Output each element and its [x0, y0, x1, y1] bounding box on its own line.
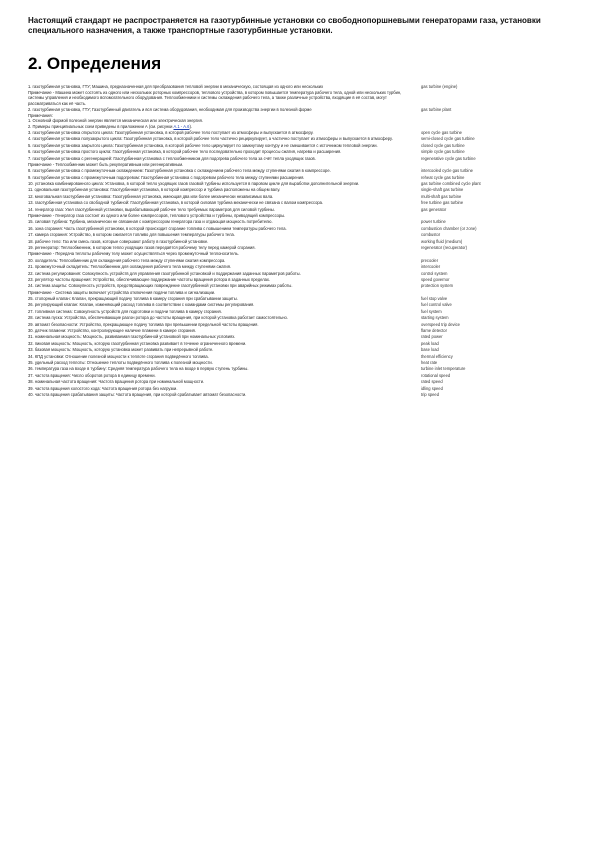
english-term: intercooled cycle gas turbine: [421, 168, 473, 174]
english-term: open cycle gas turbine: [421, 129, 462, 135]
definition-line: Примечание - Передача теплоты рабочему телу может осуществляться через промежуточный теплоноситель.: [28, 251, 239, 257]
definition-row: [28, 200, 573, 205]
definition-text: [28, 207, 421, 212]
definition-row: [28, 136, 573, 141]
definition-line: 9. газотурбинная установка с промежуточным подогревом: Газотурбинная установка с подогревом рабочего тела между ступенями расширения.: [28, 174, 305, 180]
definition-row: [28, 156, 573, 161]
english-term: fuel control valve: [421, 302, 452, 308]
definition-row: [28, 392, 573, 397]
english-term: intercooler: [421, 264, 441, 270]
definition-row: [28, 379, 573, 384]
definition-text: [28, 302, 421, 307]
definition-row: [28, 283, 573, 288]
definition-line: 28. система пуска: Устройства, обеспечивающие разгон ротора до частоты вращения, при которой установка работает самостоятельно.: [28, 315, 288, 321]
definition-text: [28, 315, 421, 320]
definition-text: [28, 156, 421, 161]
definition-text: [28, 245, 421, 250]
definition-line: 1. газотурбинная установка, ГТУ; Машина, предназначенная для преобразования тепловой энергии в механическую, состоящая из одного или нескольких: [28, 84, 324, 89]
definition-text: [28, 162, 421, 167]
definition-text: [28, 168, 421, 173]
english-term: rated power: [421, 334, 443, 340]
definition-line: 11. одновальная газотурбинная установка: Газотурбинная установка, в которой компрессор и турбина расположены на общем валу.: [28, 187, 281, 193]
definition-text: [28, 264, 421, 269]
definition-text: [28, 277, 421, 282]
english-term: base load: [421, 347, 439, 353]
english-term: gas turbine plant: [421, 106, 452, 112]
definition-row: [28, 219, 573, 224]
english-term: closed cycle gas turbine: [421, 142, 465, 148]
definition-line: 22. система регулирования: Совокупность устройств для управления газотурбинной установкой и поддержания заданных параметров работы.: [28, 270, 301, 276]
english-term: overspeed trip device: [421, 321, 460, 327]
definition-row: [28, 309, 573, 314]
definition-text: [28, 181, 421, 186]
definition-text: [28, 113, 421, 128]
definitions-list: [28, 84, 573, 397]
english-term: gas turbine combined cycle plant: [421, 181, 481, 187]
definition-text: [28, 322, 421, 327]
english-term: turbine inlet temperature: [421, 366, 466, 372]
definition-text: [28, 347, 421, 352]
definition-line: 10. установка комбинированного цикла: Установка, в которой тепло уходящих газов газовой турбины используется в паровом цикле для выработки дополнительной энергии.: [28, 181, 360, 187]
definition-row: [28, 251, 573, 256]
definition-text: [28, 239, 421, 244]
english-term: control system: [421, 270, 448, 276]
definition-line: 3. газотурбинная установка открытого цикла: Газотурбинная установка, в которой рабочее тело поступает из атмосферы и выпускается в атмосферу.: [28, 129, 314, 135]
definition-text: [28, 200, 421, 205]
definition-line: 8. газотурбинная установка с промежуточным охлаждением: Газотурбинная установка с охлаждением рабочего тела между ступенями сжатия в компрессоре.: [28, 168, 331, 174]
definition-line: 4. газотурбинная установка полузакрытого цикла: Газотурбинная установка, в которой рабочее тело частично рециркулирует, а частично поступает из атмосферы и выпускается в атмосферу.: [28, 136, 393, 142]
definition-line: 25. стопорный клапан: Клапан, прекращающий подачу топлива в камеру сгорания при срабатывании защиты.: [28, 296, 238, 302]
definition-text: [28, 187, 421, 192]
definition-text: [28, 219, 421, 224]
definition-text: [28, 136, 421, 141]
definition-text: [28, 379, 421, 384]
definition-text: [28, 271, 421, 276]
english-term: free turbine gas turbine: [421, 200, 464, 206]
definition-line: 14. генератор газа: Узел газотурбинной установки, вырабатывающий рабочее тело требуемых параметров для силовой турбины.: [28, 206, 275, 212]
definition-line: Примечание - Генератор газа состоит из одного или более компрессоров, теплового устройства и турбины, приводящей компрессоры.: [28, 213, 286, 219]
definition-row: [28, 113, 573, 128]
definition-text: [28, 290, 421, 295]
english-term: starting system: [421, 315, 449, 321]
definition-line: 37. частота вращения: Число оборотов ротора в единицу времени.: [28, 372, 156, 378]
definition-row: [28, 232, 573, 237]
definition-text: [28, 373, 421, 378]
definition-line: 1. Основной формой полезной энергии является механическая или электрическая энергия.: [28, 118, 203, 124]
definition-row: [28, 334, 573, 339]
definition-line: 29. автомат безопасности: Устройство, прекращающее подачу топлива при превышении предельной частоты вращения.: [28, 321, 259, 327]
english-term: combustion chamber (or zone): [421, 225, 477, 231]
definition-row: [28, 258, 573, 263]
definition-text: [28, 143, 421, 148]
definition-text: [28, 251, 421, 256]
definition-row: [28, 130, 573, 135]
definition-line: Примечание - Машина может состоять из одного или нескольких роторных компрессоров, теплового устройства, в котором повышается температура рабочего тела, одной или нескольких турбин, системы управления и необходимого вспомогательного оборудования. Теплообменники и системы охлаждения рабочего тела, а также различные устройства, входящие в её состав, могут рассматриваться как её часть.: [28, 90, 402, 106]
definition-row: [28, 341, 573, 346]
definition-text: [28, 107, 421, 112]
english-term: fuel stop valve: [421, 296, 448, 302]
english-term: regenerator (recuperator): [421, 244, 467, 250]
english-term: combustor: [421, 232, 441, 238]
definition-row: [28, 328, 573, 333]
definition-row: [28, 107, 573, 112]
definition-line: 17. камера сгорания: Устройство, в котором сжигается топливо для повышения температуры рабочего тела.: [28, 232, 235, 238]
definition-line: 38. номинальная частота вращения: Частота вращения ротора при номинальной мощности.: [28, 379, 205, 385]
definition-line: 26. регулирующий клапан: Клапан, изменяющий расход топлива в соответствии с командами системы регулирования.: [28, 302, 255, 308]
definition-row: [28, 168, 573, 173]
definition-text: [28, 392, 421, 397]
definition-row: [28, 290, 573, 295]
english-term: idling speed: [421, 385, 443, 391]
section-heading: 2. Определения: [28, 54, 162, 73]
definition-line: 16. зона сгорания: Часть газотурбинной установки, в которой происходит сгорание топлива с повышением температуры рабочего тела.: [28, 225, 287, 231]
english-term: gas turbine (engine): [421, 84, 458, 89]
definition-text: [28, 213, 421, 218]
english-term: power turbine: [421, 219, 446, 225]
english-term: multi-shaft gas turbine: [421, 193, 462, 199]
definition-row: [28, 354, 573, 359]
definition-text: [28, 309, 421, 314]
definition-text: [28, 84, 421, 89]
english-term: heat rate: [421, 360, 438, 365]
definition-text: [28, 386, 421, 391]
definition-row: [28, 296, 573, 301]
english-term: rotational speed: [421, 372, 451, 378]
definition-row: [28, 245, 573, 250]
english-term: trip speed: [421, 391, 439, 397]
definition-line: Примечания:: [28, 113, 53, 119]
definition-text: [28, 354, 421, 359]
definition-line: 19. регенератор: Теплообменник, в котором тепло уходящих газов передаётся рабочему телу перед камерой сгорания.: [28, 244, 256, 250]
definition-line: 15. силовая турбина: Турбина, механически не связанная с компрессором генератора газа и отдающая мощность потребителю.: [28, 219, 273, 225]
english-term: reheat cycle gas turbine: [421, 174, 465, 180]
definition-row: [28, 271, 573, 276]
definition-row: [28, 90, 573, 105]
definition-line: 6. газотурбинная установка простого цикла: Газотурбинная установка, в которой рабочее тело последовательно проходит процессы сжатия, нагрева и расширения.: [28, 149, 342, 155]
definition-line: 35. удельный расход теплоты: Отношение теплоты подведённого топлива к полезной мощности.: [28, 360, 213, 365]
definition-row: [28, 143, 573, 148]
definition-row: [28, 239, 573, 244]
definition-row: [28, 322, 573, 327]
definition-text: [28, 149, 421, 154]
definition-line: 24. система защиты: Совокупность устройств, предотвращающих повреждение газотурбинной установки при аварийных режимах работы.: [28, 283, 293, 289]
english-term: semi-closed cycle gas turbine: [421, 136, 475, 142]
english-term: single-shaft gas turbine: [421, 187, 464, 193]
definition-line: 21. промежуточный охладитель: Теплообменник для охлаждения рабочего тела между ступенями сжатия.: [28, 264, 232, 270]
definition-row: [28, 162, 573, 167]
definition-text: [28, 258, 421, 263]
definition-line: 30. датчик пламени: Устройство, контролирующее наличие пламени в камере сгорания.: [28, 328, 197, 334]
definition-line: 7. газотурбинная установка с регенерацией: Газотурбинная установка с теплообменником для подогрева рабочего тела за счёт тепла уходящих газов.: [28, 155, 316, 161]
definition-row: [28, 213, 573, 218]
definition-line: 2. Примеры принципиальных схем приведены в приложении А (см. рисунки А.1 - А.6).: [28, 123, 192, 129]
definition-line: 34. КПД установки: Отношение полезной мощности к теплоте сгорания подведённого топлива.: [28, 353, 209, 359]
english-term: flame detector: [421, 328, 447, 334]
definition-row: [28, 226, 573, 231]
definition-text: [28, 366, 421, 371]
definition-line: 23. регулятор частоты вращения: Устройство, обеспечивающее поддержание частоты вращения ротора в заданных пределах.: [28, 276, 271, 282]
definition-text: [28, 334, 421, 339]
definition-line: 32. пиковая мощность: Мощность, которую газотурбинная установка развивает в течение ограниченного времени.: [28, 340, 247, 346]
definition-line: 33. базовая мощность: Мощность, которую установка может развивать при непрерывной работе.: [28, 347, 214, 353]
definition-row: [28, 181, 573, 186]
definition-line: 36. температура газа на входе в турбину: Средняя температура рабочего тела на входе в первую ступень турбины.: [28, 366, 249, 372]
english-term: simple cycle gas turbine: [421, 149, 465, 155]
definition-line: 5. газотурбинная установка закрытого цикла: Газотурбинная установка, в которой рабочее тело циркулирует по замкнутому контуру и не смешивается с источником тепловой энергии.: [28, 142, 378, 148]
definition-row: [28, 149, 573, 154]
english-term: precooler: [421, 257, 439, 263]
english-term: thermal efficiency: [421, 353, 453, 359]
definition-text: [28, 194, 421, 199]
definition-row: [28, 315, 573, 320]
definition-text: [28, 226, 421, 231]
definition-line: 13. газотурбинная установка со свободной турбиной: Газотурбинная установка, в которой силовая турбина механически не связана с валом компрессора.: [28, 200, 324, 206]
definition-text: [28, 360, 421, 365]
english-term: speed governor: [421, 276, 450, 282]
definition-line: 20. охладитель: Теплообменник для охлаждения рабочего тела между ступенями сжатия компрессора.: [28, 257, 226, 263]
definition-row: [28, 264, 573, 269]
definition-text: [28, 175, 421, 180]
definition-line: 18. рабочее тело: Газ или смесь газов, которые совершают работу в газотурбинной установке.: [28, 238, 209, 244]
definition-row: [28, 207, 573, 212]
english-term: fuel system: [421, 308, 442, 314]
definition-text: [28, 90, 421, 105]
definition-line: 12. многовальная газотурбинная установка: Газотурбинная установка, имеющая два или более механически независимых вала.: [28, 193, 274, 199]
definition-line: 40. частота вращения срабатывания защиты: Частота вращения, при которой срабатывает автомат безопасности.: [28, 391, 247, 397]
definition-text: [28, 130, 421, 135]
definition-row: [28, 347, 573, 352]
english-term: peak load: [421, 340, 439, 346]
definition-line: 39. частота вращения холостого хода: Частота вращения ротора без нагрузки.: [28, 385, 178, 391]
english-term: protection system: [421, 283, 454, 289]
definition-row: [28, 373, 573, 378]
definition-row: [28, 386, 573, 391]
definition-line: 27. топливная система: Совокупность устройств для подготовки и подачи топлива в камеру сгорания.: [28, 308, 222, 314]
definition-row: [28, 187, 573, 192]
english-term: rated speed: [421, 379, 443, 385]
definition-text: [28, 232, 421, 237]
definition-text: [28, 328, 421, 333]
definition-line: Примечание - Система защиты включает устройства отключения подачи топлива и сигнализации.: [28, 289, 216, 295]
english-term: gas generator: [421, 206, 447, 212]
definition-line: Примечание - Теплообменник может быть рекуперативным или регенеративным.: [28, 161, 184, 167]
definition-line: 2. газотурбинная установка, ГТУ; Газотурбинный двигатель и вся система оборудования, необходимая для производства энергии в полезной форме: [28, 106, 312, 112]
figure-reference-link[interactable]: А.1 - А.6: [173, 123, 190, 129]
definition-row: [28, 366, 573, 371]
definition-row: [28, 360, 573, 365]
definition-row: [28, 175, 573, 180]
definition-text: [28, 296, 421, 301]
english-term: regenerative cycle gas turbine: [421, 155, 476, 161]
definition-row: [28, 194, 573, 199]
definition-row: [28, 84, 573, 89]
english-term: working fluid (medium): [421, 238, 463, 244]
intro-paragraph: Настоящий стандарт не распространяется на газотурбинные установки со свободнопоршневыми генераторами газа, установки специального назначения, а также транспортные газотурбинные установки.: [28, 16, 541, 35]
definition-row: [28, 302, 573, 307]
definition-text: [28, 341, 421, 346]
definition-row: [28, 277, 573, 282]
definition-line: 31. номинальная мощность: Мощность, развиваемая газотурбинной установкой при номинальных условиях.: [28, 334, 236, 340]
definition-text: [28, 283, 421, 288]
